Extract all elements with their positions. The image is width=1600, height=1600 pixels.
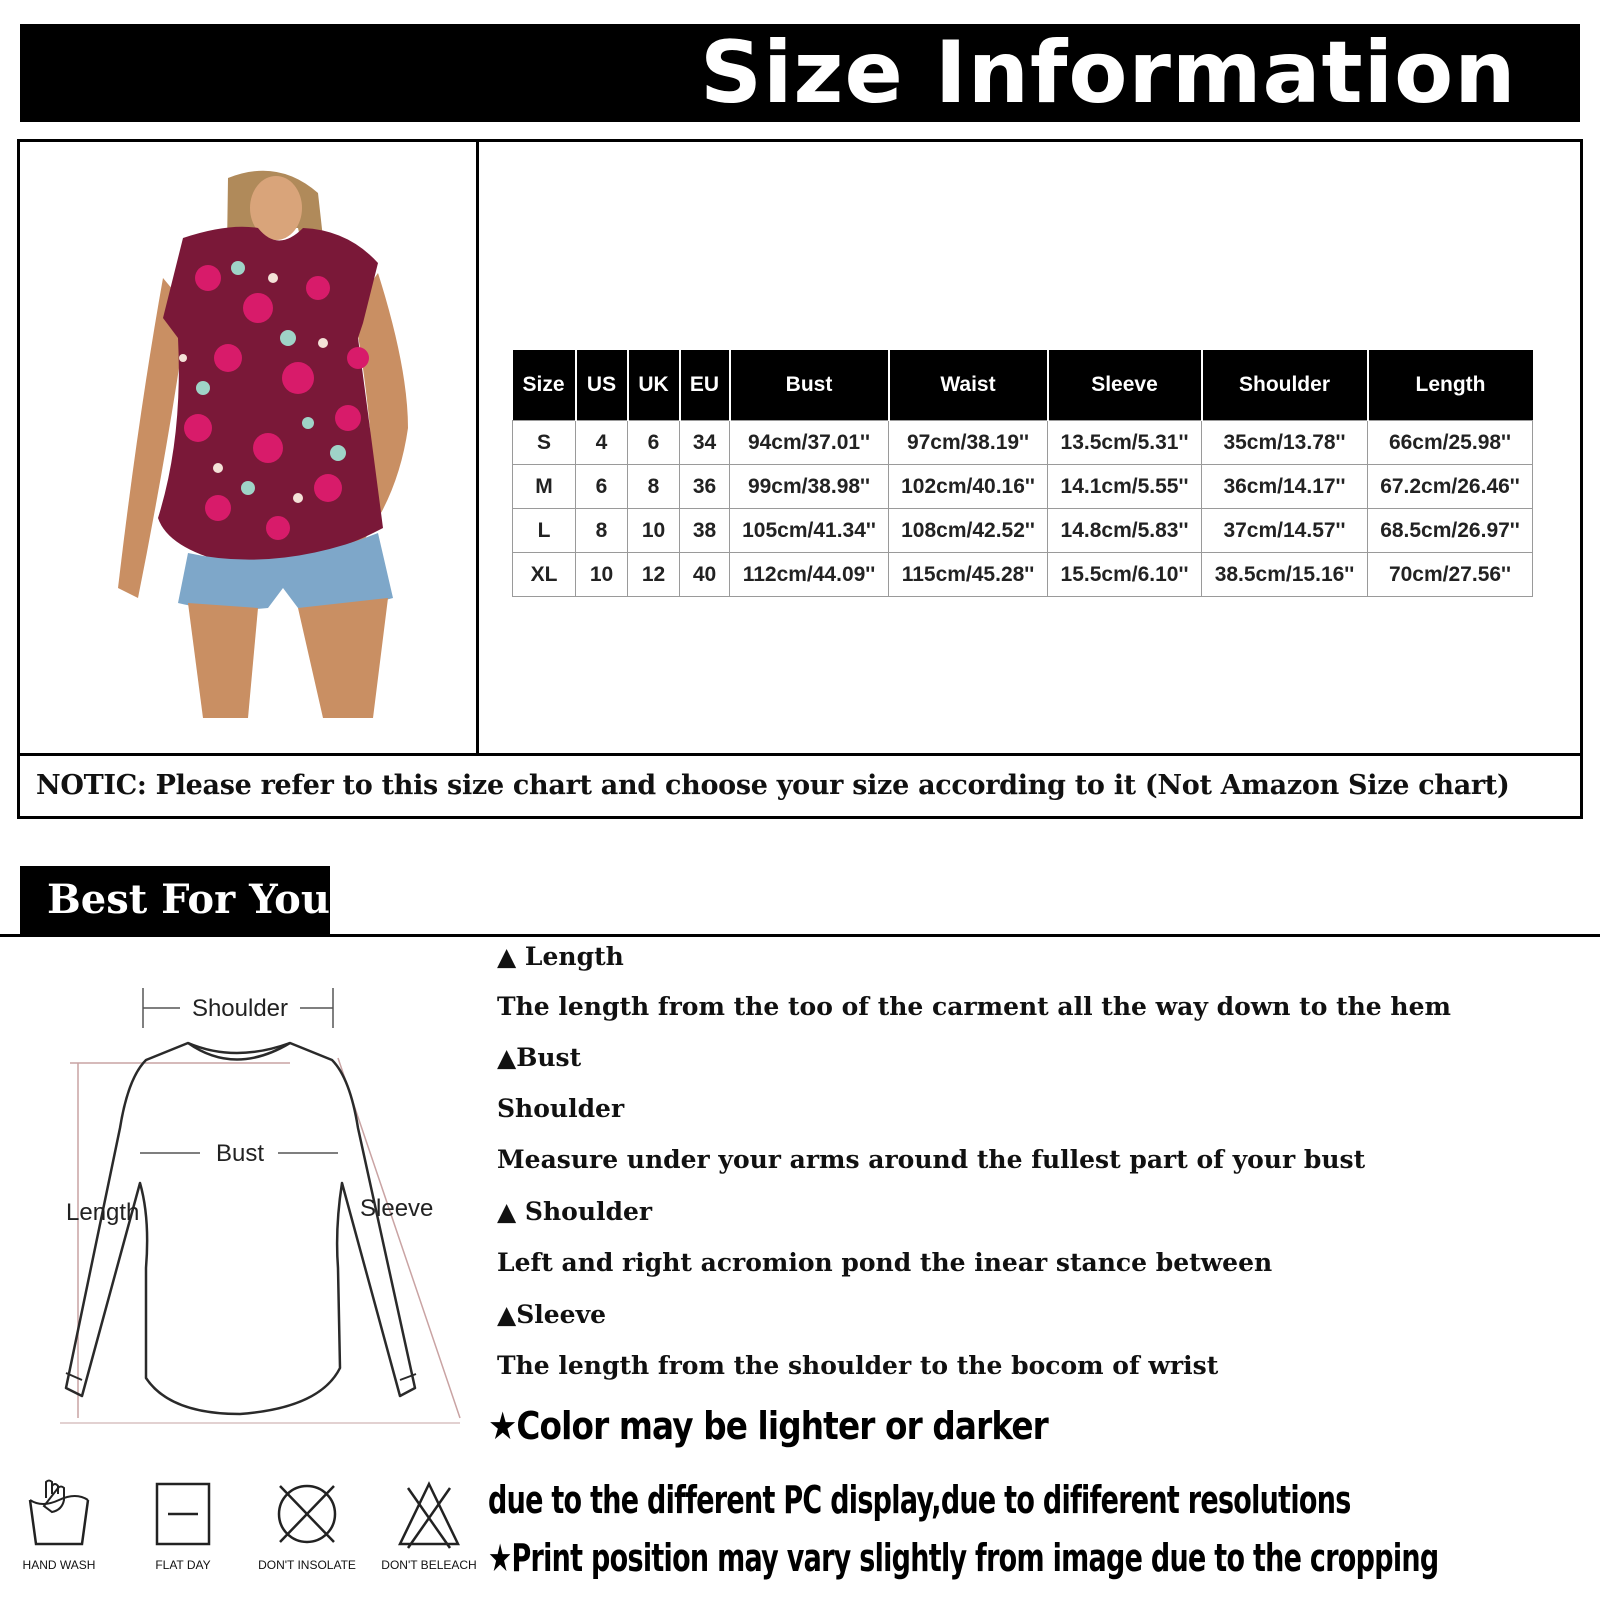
table-header-row [513, 350, 1533, 421]
table-cell: XL [513, 553, 576, 597]
column-header: Waist [889, 350, 1048, 421]
divider [476, 142, 479, 756]
column-header: Length [1368, 350, 1533, 421]
size-table [512, 350, 1533, 597]
info-line: The length from the shoulder to the bocom of wrist [497, 1351, 1219, 1380]
table-cell: 34 [680, 421, 730, 465]
table-cell: 70cm/27.56'' [1368, 553, 1533, 597]
hand-wash-icon [24, 1478, 94, 1550]
table-cell: 102cm/40.16'' [889, 465, 1048, 509]
table-cell: 36cm/14.17'' [1202, 465, 1368, 509]
table-cell: 14.8cm/5.83'' [1048, 509, 1202, 553]
section-heading-label: Best For You [47, 876, 330, 923]
table-cell: M [513, 465, 576, 509]
table-cell: 15.5cm/6.10'' [1048, 553, 1202, 597]
table-cell: 40 [680, 553, 730, 597]
table-cell: 68.5cm/26.97'' [1368, 509, 1533, 553]
table-cell: 99cm/38.98'' [730, 465, 889, 509]
column-header: EU [680, 350, 730, 421]
disclaimer-line: ★Color may be lighter or darker [488, 1404, 1048, 1448]
column-header: Shoulder [1202, 350, 1368, 421]
page-title: Size Information [700, 23, 1517, 123]
disclaimer-line: due to the different PC display,due to dififerent resolutions [488, 1478, 1351, 1522]
table-cell: 105cm/41.34'' [730, 509, 889, 553]
column-header: UK [628, 350, 680, 421]
table-cell: 38 [680, 509, 730, 553]
divider [0, 934, 1600, 937]
care-item [4, 1478, 114, 1572]
info-line: Shoulder [497, 1094, 625, 1123]
table-cell: 67.2cm/26.46'' [1368, 465, 1533, 509]
care-label: DON'T INSOLATE [258, 1558, 356, 1572]
care-item [252, 1478, 362, 1572]
table-cell: 14.1cm/5.55'' [1048, 465, 1202, 509]
table-cell: 8 [576, 509, 628, 553]
table-cell: L [513, 509, 576, 553]
do-not-tumble-icon [272, 1478, 342, 1550]
table-cell: 112cm/44.09'' [730, 553, 889, 597]
table-cell: 37cm/14.57'' [1202, 509, 1368, 553]
column-header: Size [513, 350, 576, 421]
table-cell: 94cm/37.01'' [730, 421, 889, 465]
info-line: ▲ Shoulder [497, 1197, 653, 1226]
table-cell: 4 [576, 421, 628, 465]
table-cell: 6 [576, 465, 628, 509]
table-cell: 8 [628, 465, 680, 509]
model-photo [108, 168, 448, 718]
care-item [128, 1478, 238, 1572]
table-row [513, 465, 1533, 509]
table-cell: 38.5cm/15.16'' [1202, 553, 1368, 597]
care-label: FLAT DAY [155, 1558, 211, 1572]
divider [20, 753, 1580, 756]
care-item [374, 1478, 484, 1572]
table-cell: 35cm/13.78'' [1202, 421, 1368, 465]
table-row [513, 553, 1533, 597]
table-cell: 10 [628, 509, 680, 553]
care-label: HAND WASH [22, 1558, 96, 1572]
info-line: ▲Sleeve [497, 1300, 607, 1329]
table-cell: 10 [576, 553, 628, 597]
shoulder-label: Shoulder [191, 995, 289, 1022]
measurement-diagram [20, 968, 480, 1438]
table-cell: 66cm/25.98'' [1368, 421, 1533, 465]
length-label: Length [66, 1199, 140, 1226]
table-row [513, 421, 1533, 465]
care-label: DON'T BELEACH [381, 1558, 477, 1572]
column-header: US [576, 350, 628, 421]
do-not-bleach-icon [394, 1478, 464, 1550]
table-row [513, 509, 1533, 553]
title-banner [20, 24, 1580, 122]
column-header: Bust [730, 350, 889, 421]
info-line: The length from the too of the carment all the way down to the hem [497, 992, 1451, 1021]
flat-dry-icon [148, 1478, 218, 1550]
table-cell: 36 [680, 465, 730, 509]
table-cell: 97cm/38.19'' [889, 421, 1048, 465]
disclaimer-line: ★Print position may vary slightly from image due to the cropping [488, 1536, 1439, 1580]
info-line: Left and right acromion pond the inear stance between [497, 1248, 1273, 1277]
info-line: Measure under your arms around the fullest part of your bust [497, 1145, 1366, 1174]
table-cell: S [513, 421, 576, 465]
size-notice: NOTIC: Please refer to this size chart and choose your size according to it (Not Amazon Size chart) [36, 770, 1510, 801]
table-cell: 108cm/42.52'' [889, 509, 1048, 553]
bust-label: Bust [215, 1140, 265, 1167]
column-header: Sleeve [1048, 350, 1202, 421]
sleeve-label: Sleeve [360, 1195, 434, 1222]
table-cell: 115cm/45.28'' [889, 553, 1048, 597]
section-heading [20, 866, 330, 936]
table-cell: 6 [628, 421, 680, 465]
info-line: ▲ Length [497, 942, 624, 971]
info-line: ▲Bust [497, 1043, 582, 1072]
table-cell: 13.5cm/5.31'' [1048, 421, 1202, 465]
size-chart-panel [17, 139, 1583, 819]
table-cell: 12 [628, 553, 680, 597]
